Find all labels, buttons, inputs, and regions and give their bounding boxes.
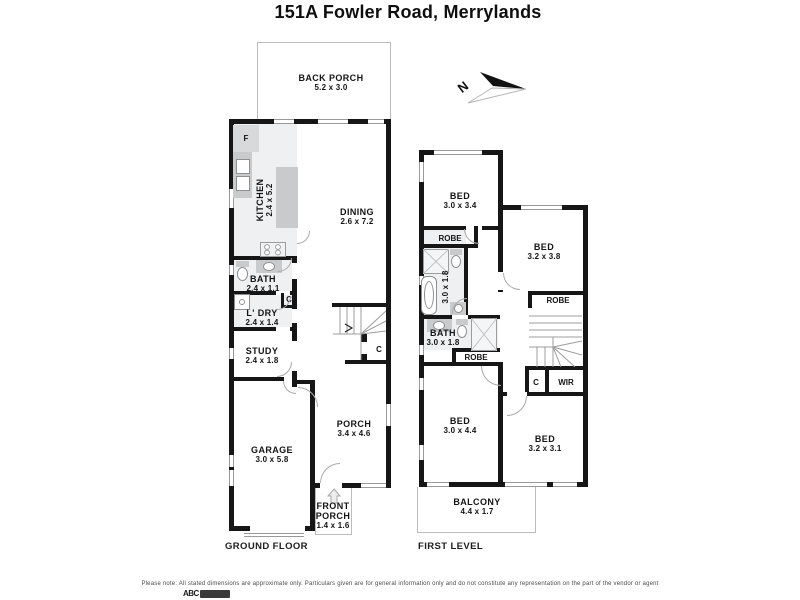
window [521,205,562,210]
fridge-label: F [243,134,249,143]
wir-label: WIR [558,378,574,387]
toilet [451,255,461,268]
room-label-bed3: BED 3.0 x 4.4 [443,416,477,435]
wall [345,360,391,364]
wall [296,380,315,384]
door-arc [320,463,340,483]
room-label-front-porch: FRONT PORCH 1.4 x 1.6 [315,501,351,530]
agency-logo-badge [200,590,230,598]
closet-label: C [533,378,539,387]
window [361,483,386,488]
disclaimer-text: Please note: All stated dimensions are approximate only. Particulars given are for general information only and do not constitute any representation on the part of the vendor or agent [141,581,659,587]
stove [260,242,286,257]
hall-closet-label: C [286,295,292,304]
room-label-back-porch: BACK PORCH 5.2 x 3.0 [298,73,364,92]
door-arc [503,273,520,290]
wall [498,150,503,210]
window [553,482,577,487]
door-arc [298,387,318,407]
robe-label: ROBE [438,234,462,243]
window [229,265,234,275]
room-label-bath: BATH 3.0 x 1.8 [426,328,460,347]
wall [229,377,284,381]
room-label-balcony: BALCONY 4.4 x 1.7 [453,497,501,516]
window [229,470,234,486]
window [274,119,294,124]
garage-door-panel [244,533,304,537]
room-label-bath: BATH 2.4 x 1.1 [246,274,280,293]
ground-floor-caption: GROUND FLOOR [225,541,308,552]
room-label-bed1: BED 3.0 x 3.4 [443,191,477,210]
balcony-door [505,482,547,487]
window [419,445,424,460]
wall [583,205,588,487]
page-title: 151A Fowler Road, Merrylands [274,2,542,22]
stair-closet-label: C [376,345,382,354]
wall [419,362,456,366]
window [419,162,424,182]
shower [471,318,497,351]
staircase [529,309,582,367]
room-label-dining: DINING 2.6 x 7.2 [340,207,374,226]
window [386,404,391,426]
robe-wall [528,291,532,308]
robe-label: ROBE [464,353,488,362]
wall [229,119,391,124]
room-label-ensuite: 3.0 x 1.8 [441,270,450,304]
window [434,150,482,155]
window [229,455,234,467]
window [419,378,424,390]
window [427,482,449,487]
kitchen-sink [236,176,250,191]
svg-text:N: N [454,78,472,96]
robe-wall [421,244,478,248]
room-label-laundry: L' DRY 2.4 x 1.4 [245,308,279,327]
door-opening [292,263,297,279]
agency-logo [183,589,230,598]
door-arc [283,381,296,394]
compass-north-icon [450,56,535,111]
island-bench [276,167,298,228]
door-opening [292,309,297,323]
laundry-tub-drain [239,299,245,305]
basin [263,262,275,271]
door-arc [297,231,310,244]
bathtub-basin [424,281,434,309]
robe-label: ROBE [546,296,570,305]
room-label-porch: PORCH 3.4 x 4.6 [336,419,372,438]
first-level-caption: FIRST LEVEL [418,541,484,552]
robe-wall [528,291,588,295]
door-arc [481,366,501,386]
room-label-bed2: BED 3.2 x 3.8 [527,242,561,261]
window [318,119,348,124]
door-arc [507,396,527,416]
garage-door-opening [250,526,305,531]
window [368,119,384,124]
kitchen-sink [236,159,250,174]
agency-logo-text: ABC [183,589,199,598]
door-opening [292,341,297,371]
room-label-bed4: BED 3.2 x 3.1 [528,434,562,453]
room-label-garage: GARAGE 3.0 x 5.8 [251,445,293,464]
wall [419,226,503,230]
room-label-kitchen: KITCHEN 2.4 x 5.2 [255,178,274,222]
room-label-study: STUDY 2.4 x 1.8 [245,346,279,365]
